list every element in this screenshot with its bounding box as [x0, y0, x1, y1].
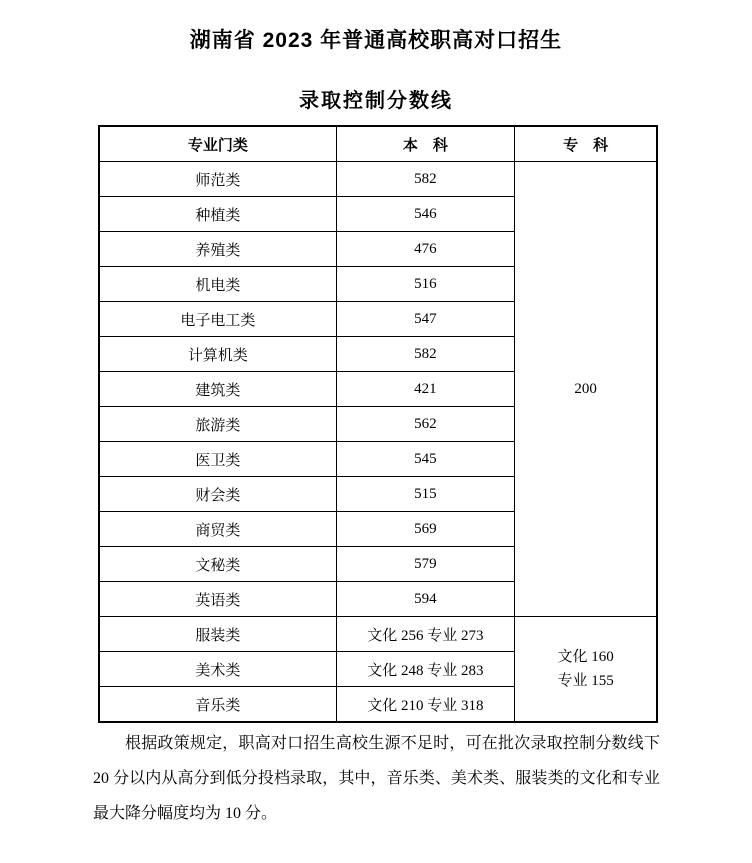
category-cell: 种植类	[99, 197, 336, 232]
category-cell: 养殖类	[99, 232, 336, 267]
category-cell: 商贸类	[99, 512, 336, 547]
category-cell: 文秘类	[99, 547, 336, 582]
benke-score-cell: 476	[336, 232, 515, 267]
benke-score-cell: 594	[336, 582, 515, 617]
table-row	[99, 617, 657, 652]
category-cell: 服装类	[99, 617, 336, 652]
category-cell: 电子电工类	[99, 302, 336, 337]
policy-footnote: 根据政策规定，职高对口招生高校生源不足时，可在批次录取控制分数线下 20 分以内从高分到低分投档录取，其中，音乐类、美术类、服装类的文化和专业最大降分幅度均为 10 分。	[93, 735, 660, 822]
header-benke: 本 科	[336, 126, 515, 162]
benke-score-cell: 582	[336, 162, 515, 197]
page-title: 湖南省 2023 年普通高校职高对口招生	[189, 29, 563, 52]
benke-score-cell: 516	[336, 267, 515, 302]
benke-score-cell: 582	[336, 337, 515, 372]
zhuanke-major-score: 专业 155	[557, 673, 614, 689]
table-row	[99, 162, 657, 197]
page-subtitle: 录取控制分数线	[299, 90, 453, 112]
benke-score-cell: 515	[336, 477, 515, 512]
benke-score-cell: 562	[336, 407, 515, 442]
category-cell: 建筑类	[99, 372, 336, 407]
category-cell: 师范类	[99, 162, 336, 197]
category-cell: 医卫类	[99, 442, 336, 477]
benke-score-cell: 421	[336, 372, 515, 407]
category-cell: 财会类	[99, 477, 336, 512]
category-cell: 英语类	[99, 582, 336, 617]
benke-score-cell: 569	[336, 512, 515, 547]
benke-score-cell: 文化 256 专业 273	[336, 617, 515, 652]
benke-score-cell: 文化 248 专业 283	[336, 652, 515, 687]
category-cell: 机电类	[99, 267, 336, 302]
category-cell: 计算机类	[99, 337, 336, 372]
zhuanke-score-cell-group1: 200	[515, 162, 657, 617]
zhuanke-culture-score: 文化 160	[557, 649, 614, 665]
table-header-row	[99, 126, 657, 162]
category-cell: 旅游类	[99, 407, 336, 442]
category-cell: 音乐类	[99, 687, 336, 723]
benke-score-cell: 546	[336, 197, 515, 232]
category-cell: 美术类	[99, 652, 336, 687]
zhuanke-score-cell-group2	[515, 617, 657, 723]
header-category: 专业门类	[99, 126, 336, 162]
benke-score-cell: 545	[336, 442, 515, 477]
score-table	[98, 125, 658, 723]
header-zhuanke: 专 科	[515, 126, 657, 162]
benke-score-cell: 579	[336, 547, 515, 582]
benke-score-cell: 547	[336, 302, 515, 337]
benke-score-cell: 文化 210 专业 318	[336, 687, 515, 723]
